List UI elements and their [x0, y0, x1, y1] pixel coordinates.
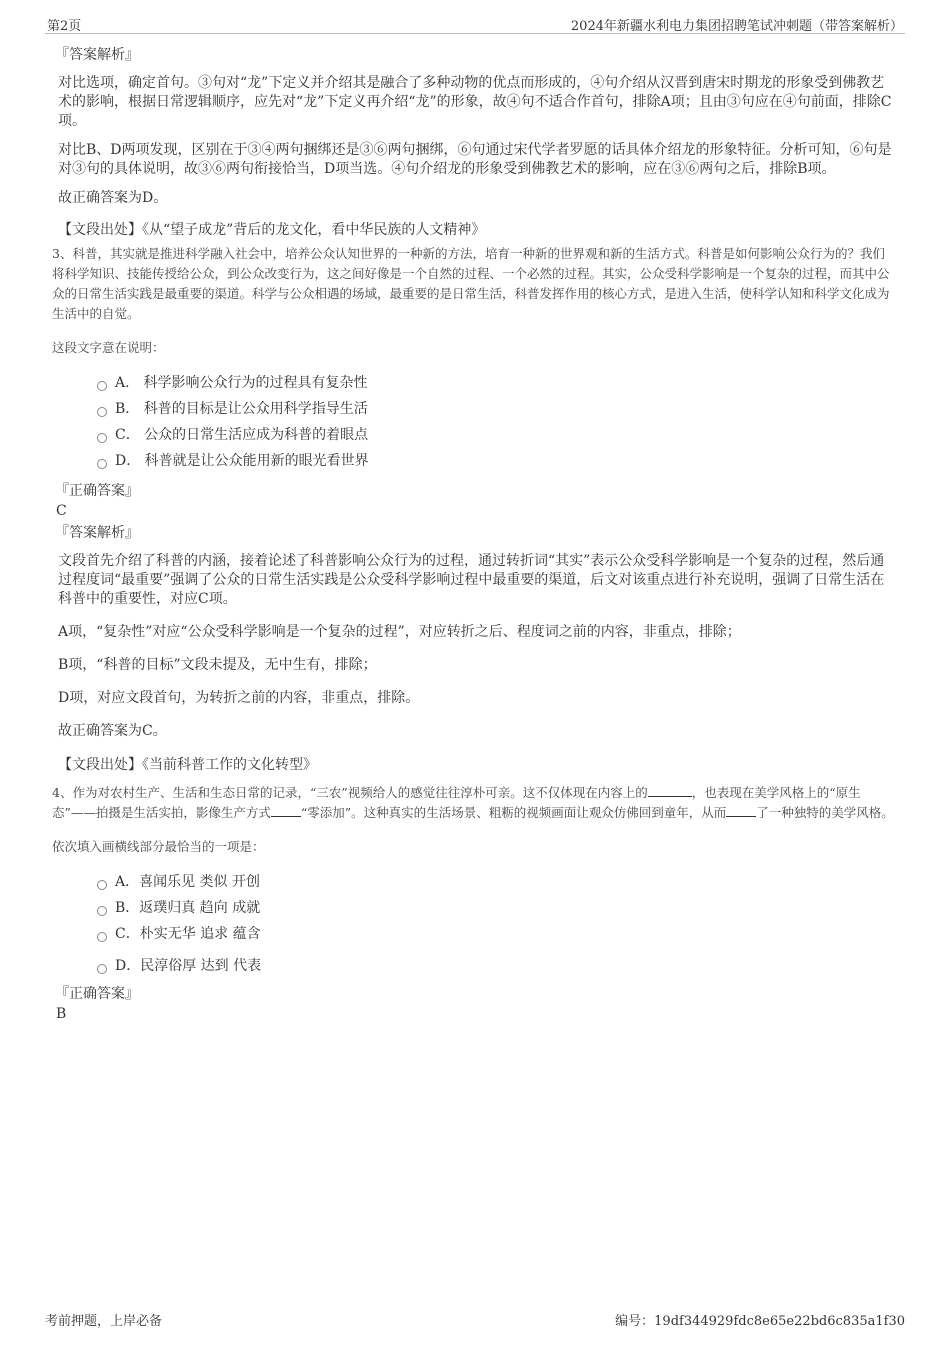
- q3-analysis-heading: 『答案解析』: [55, 525, 139, 541]
- q4-stem-part-3: “零添加”。这种真实的生活场景、粗粝的视频画面让观众仿佛回到童年，从而: [300, 805, 727, 820]
- document-title: 2024年新疆水利电力集团招聘笔试冲刺题（带答案解析）: [570, 19, 903, 34]
- main-content: [52, 44, 895, 1023]
- radio-icon[interactable]: [97, 964, 107, 974]
- q2-analysis-para-2: 对比B、D两项发现，区别在于③④两句捆绑还是③⑥两句捆绑，⑥句通过宋代学者罗愿的话具体介绍龙的形象特征。分析可知，⑥句是对③句的具体说明，故③⑥两句衔接恰当，D项当选。④句介绍龙的形象受到佛教艺术的影响，应在③⑥两句之后，排除B项。: [58, 142, 892, 177]
- q4-option-a[interactable]: [97, 869, 895, 895]
- q4-option-a-label: A．喜闻乐见 类似 开创: [115, 874, 261, 890]
- radio-icon[interactable]: [97, 906, 107, 916]
- q3-analysis-conclusion: 故正确答案为C。: [58, 723, 167, 739]
- q4-option-d-label: D．民淳俗厚 达到 代表: [115, 958, 262, 974]
- q4-option-d[interactable]: [97, 953, 895, 979]
- q2-analysis-heading: 『答案解析』: [55, 47, 139, 63]
- q4-option-c[interactable]: [97, 921, 895, 947]
- q4-option-c-label: C．朴实无华 追求 蕴含: [115, 926, 261, 942]
- q2-analysis-conclusion: 故正确答案为D。: [58, 190, 168, 206]
- q3-source: 【文段出处】《当前科普工作的文化转型》: [58, 757, 317, 773]
- q4-answer: B: [56, 1006, 67, 1022]
- q4-stem-part-2: ，也表现在美学风格上的“原生态”——拍摄是生活实拍，影像生产方式: [52, 785, 861, 820]
- q2-source: 【文段出处】《从“望子成龙”背后的龙文化，看中华民族的人文精神》: [58, 222, 486, 238]
- q3-analysis-para-3: B项，“科普的目标”文段未提及，无中生有，排除；: [58, 657, 377, 673]
- q3-prompt: 这段文字意在说明：: [52, 340, 165, 355]
- q3-option-d-label: D． 科普就是让公众能用新的眼光看世界: [115, 453, 369, 469]
- radio-icon[interactable]: [97, 880, 107, 890]
- q3-option-c[interactable]: [97, 422, 895, 448]
- q3-answer: C: [56, 503, 67, 519]
- q3-options: [97, 370, 895, 474]
- q4-stem-part-1: 4、作为对农村生产、生活和生态日常的记录，“三农”视频给人的感觉往往淳朴可亲。这不仅体现在内容上的: [52, 785, 648, 800]
- radio-icon[interactable]: [97, 407, 107, 417]
- q4-options: [97, 869, 895, 979]
- q3-analysis-para-1: 文段首先介绍了科普的内涵，接着论述了科普影响公众行为的过程，通过转折词“其实”表示公众受科学影响是一个复杂的过程，然后通过程度词“最重要”强调了公众的日常生活实践是公众受科学影响过程中最重要的渠道，后文对该重点进行补充说明，强调了日常生活在科普中的重要性，对应C项。: [58, 553, 885, 607]
- q3-answer-heading: 『正确答案』: [55, 483, 139, 499]
- q4-blank-1: [648, 785, 692, 797]
- q4-prompt: 依次填入画横线部分最恰当的一项是：: [52, 839, 265, 854]
- q4-stem-part-4: 了一种独特的美学风格。: [756, 805, 894, 820]
- q3-option-b[interactable]: [97, 396, 895, 422]
- q2-analysis-para-1: 对比选项，确定首句。③句对“龙”下定义并介绍其是融合了多种动物的优点而形成的，④句介绍从汉晋到唐宋时期龙的形象受到佛教艺术的影响，根据日常逻辑顺序，应先对“龙”下定义再介绍“龙”的形象，故④句不适合作首句，排除A项；且由③句应在④句前面，排除C项。: [58, 75, 892, 129]
- page-footer: [45, 1310, 905, 1332]
- radio-icon[interactable]: [97, 381, 107, 391]
- page-header: [45, 12, 905, 34]
- q3-analysis-para-2: A项，“复杂性”对应“公众受科学影响是一个复杂的过程”，对应转折之后、程度词之前的内容，非重点，排除；: [58, 624, 741, 640]
- q4-answer-heading: 『正确答案』: [55, 986, 139, 1002]
- q3-option-d[interactable]: [97, 448, 895, 474]
- q3-analysis-para-4: D项，对应文段首句，为转折之前的内容，非重点，排除。: [58, 690, 420, 706]
- q3-option-c-label: C． 公众的日常生活应成为科普的着眼点: [115, 427, 369, 443]
- q3-option-a-label: A． 科学影响公众行为的过程具有复杂性: [115, 375, 368, 391]
- q4-blank-2: [271, 805, 301, 817]
- radio-icon[interactable]: [97, 932, 107, 942]
- q3-option-b-label: B． 科普的目标是让公众用科学指导生活: [115, 401, 368, 417]
- radio-icon[interactable]: [97, 459, 107, 469]
- radio-icon[interactable]: [97, 433, 107, 443]
- q4-stem: [52, 783, 895, 823]
- q4-option-b-label: B．返璞归真 趋向 成就: [115, 900, 261, 916]
- q3-stem: 3、科普，其实就是推进科学融入社会中，培养公众认知世界的一种新的方法，培育一种新的世界观和新的生活方式。科普是如何影响公众行为的？我们将科学知识、技能传授给公众，到公众改变行为，这之间好像是一个自然的过程、一个必然的过程。其实，公众受科学影响是一个复杂的过程，而其中公众的日常生活实践是最重要的渠道。科学与公众相遇的场域，最重要的是日常生活，科普发挥作用的核心方式，是进入生活，使科学认知和科学文化成为生活中的自觉。: [52, 246, 890, 321]
- page-number: 第2页: [47, 19, 82, 34]
- q4-blank-3: [726, 805, 756, 817]
- footer-slogan: 考前押题，上岸必备: [45, 1314, 163, 1329]
- q4-option-b[interactable]: [97, 895, 895, 921]
- document-id: 编号：19df344929fdc8e65e22bd6c835a1f30: [615, 1314, 905, 1329]
- q3-option-a[interactable]: [97, 370, 895, 396]
